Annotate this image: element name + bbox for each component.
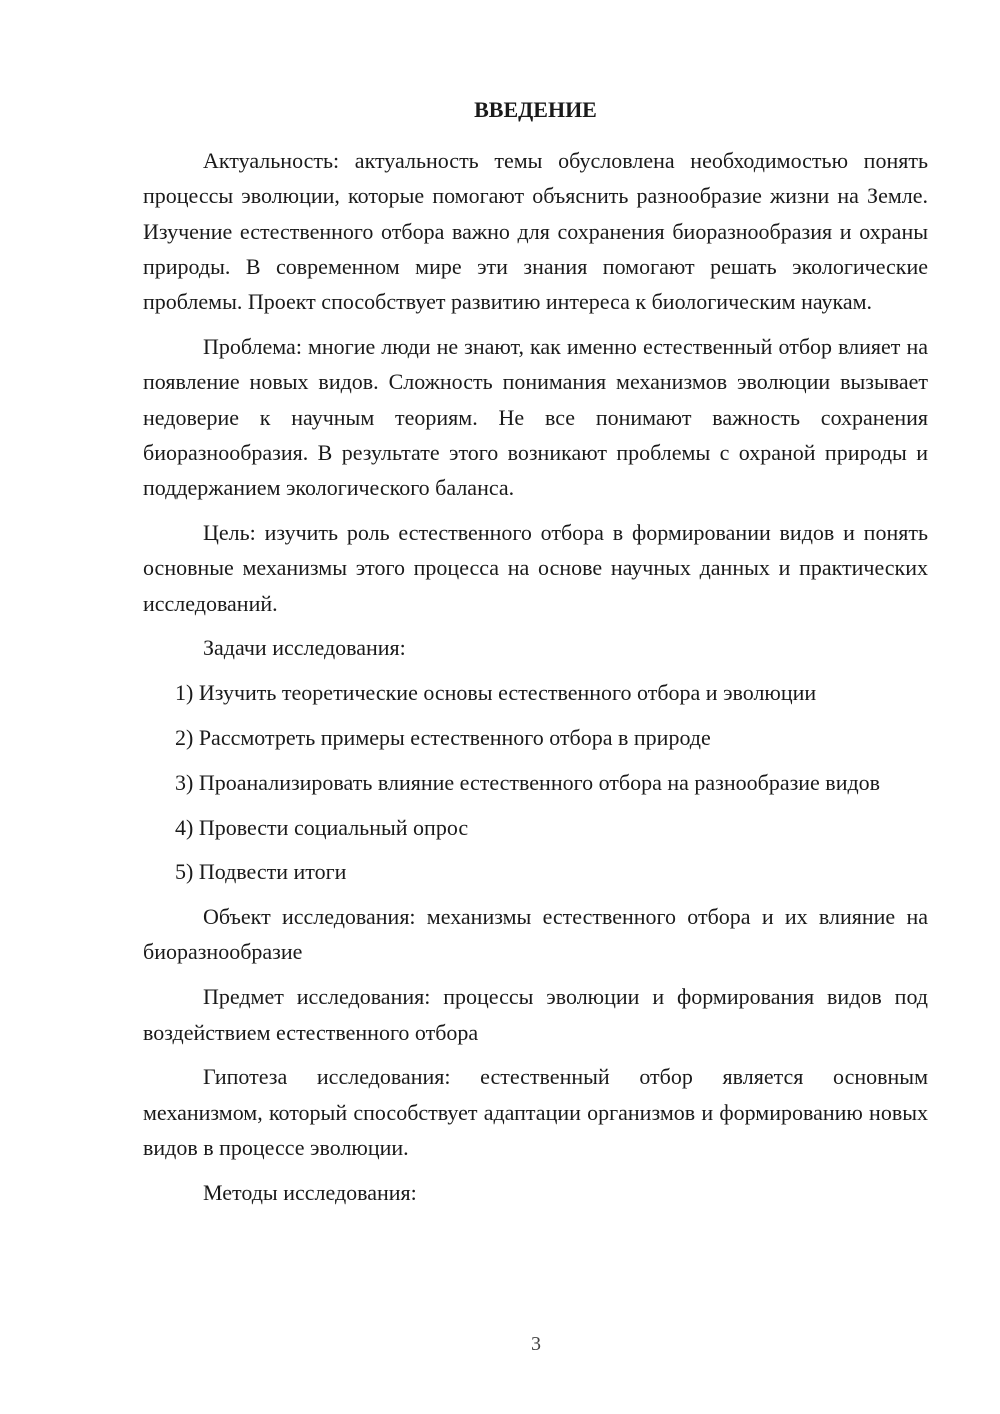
problem-paragraph: Проблема: многие люди не знают, как именно естественный отбор влияет на появление новых видов. Сложность понимания механизмов эволюции вызывает недоверие к научным теориям. Не все понимают важность сохранения биоразнообразия. В результате этого возникают проблемы с охраной природы и поддержанием экологического баланса.	[143, 333, 928, 501]
document-page	[143, 95, 928, 1220]
task-item-4: 4) Провести социальный опрос	[175, 814, 469, 840]
relevance-paragraph: Актуальность: актуальность темы обусловлена необходимостью понять процессы эволюции, которые помогают объяснить разнообразие жизни на Земле. Изучение естественного отбора важно для сохранения биоразнообразия и охраны природы. В современном мире эти знания помогают решать экологические проблемы. Проект способствует развитию интереса к биологическим наукам.	[143, 148, 928, 315]
task-item-3: 3) Проанализировать влияние естественного отбора на разнообразие видов	[175, 769, 881, 795]
task-item-2: 2) Рассмотреть примеры естественного отбора в природе	[175, 724, 711, 750]
section-title: ВВЕДЕНИЕ	[474, 97, 597, 122]
object-paragraph: Объект исследования: механизмы естественного отбора и их влияние на биоразнообразие	[143, 904, 928, 965]
tasks-heading: Задачи исследования:	[203, 635, 406, 661]
subject-paragraph: Предмет исследования: процессы эволюции и формирования видов под воздействием естественного отбора	[143, 984, 928, 1045]
page-number: 3	[531, 1333, 541, 1355]
hypothesis-paragraph: Гипотеза исследования: естественный отбор является основным механизмом, который способствует адаптации организмов и формированию новых видов в процессе эволюции.	[143, 1064, 928, 1160]
methods-heading: Методы исследования:	[203, 1179, 417, 1205]
goal-paragraph: Цель: изучить роль естественного отбора в формировании видов и понять основные механизмы этого процесса на основе научных данных и практических исследований.	[143, 519, 928, 616]
task-item-5: 5) Подвести итоги	[175, 859, 347, 885]
task-item-1: 1) Изучить теоретические основы естественного отбора и эволюции	[175, 680, 817, 706]
